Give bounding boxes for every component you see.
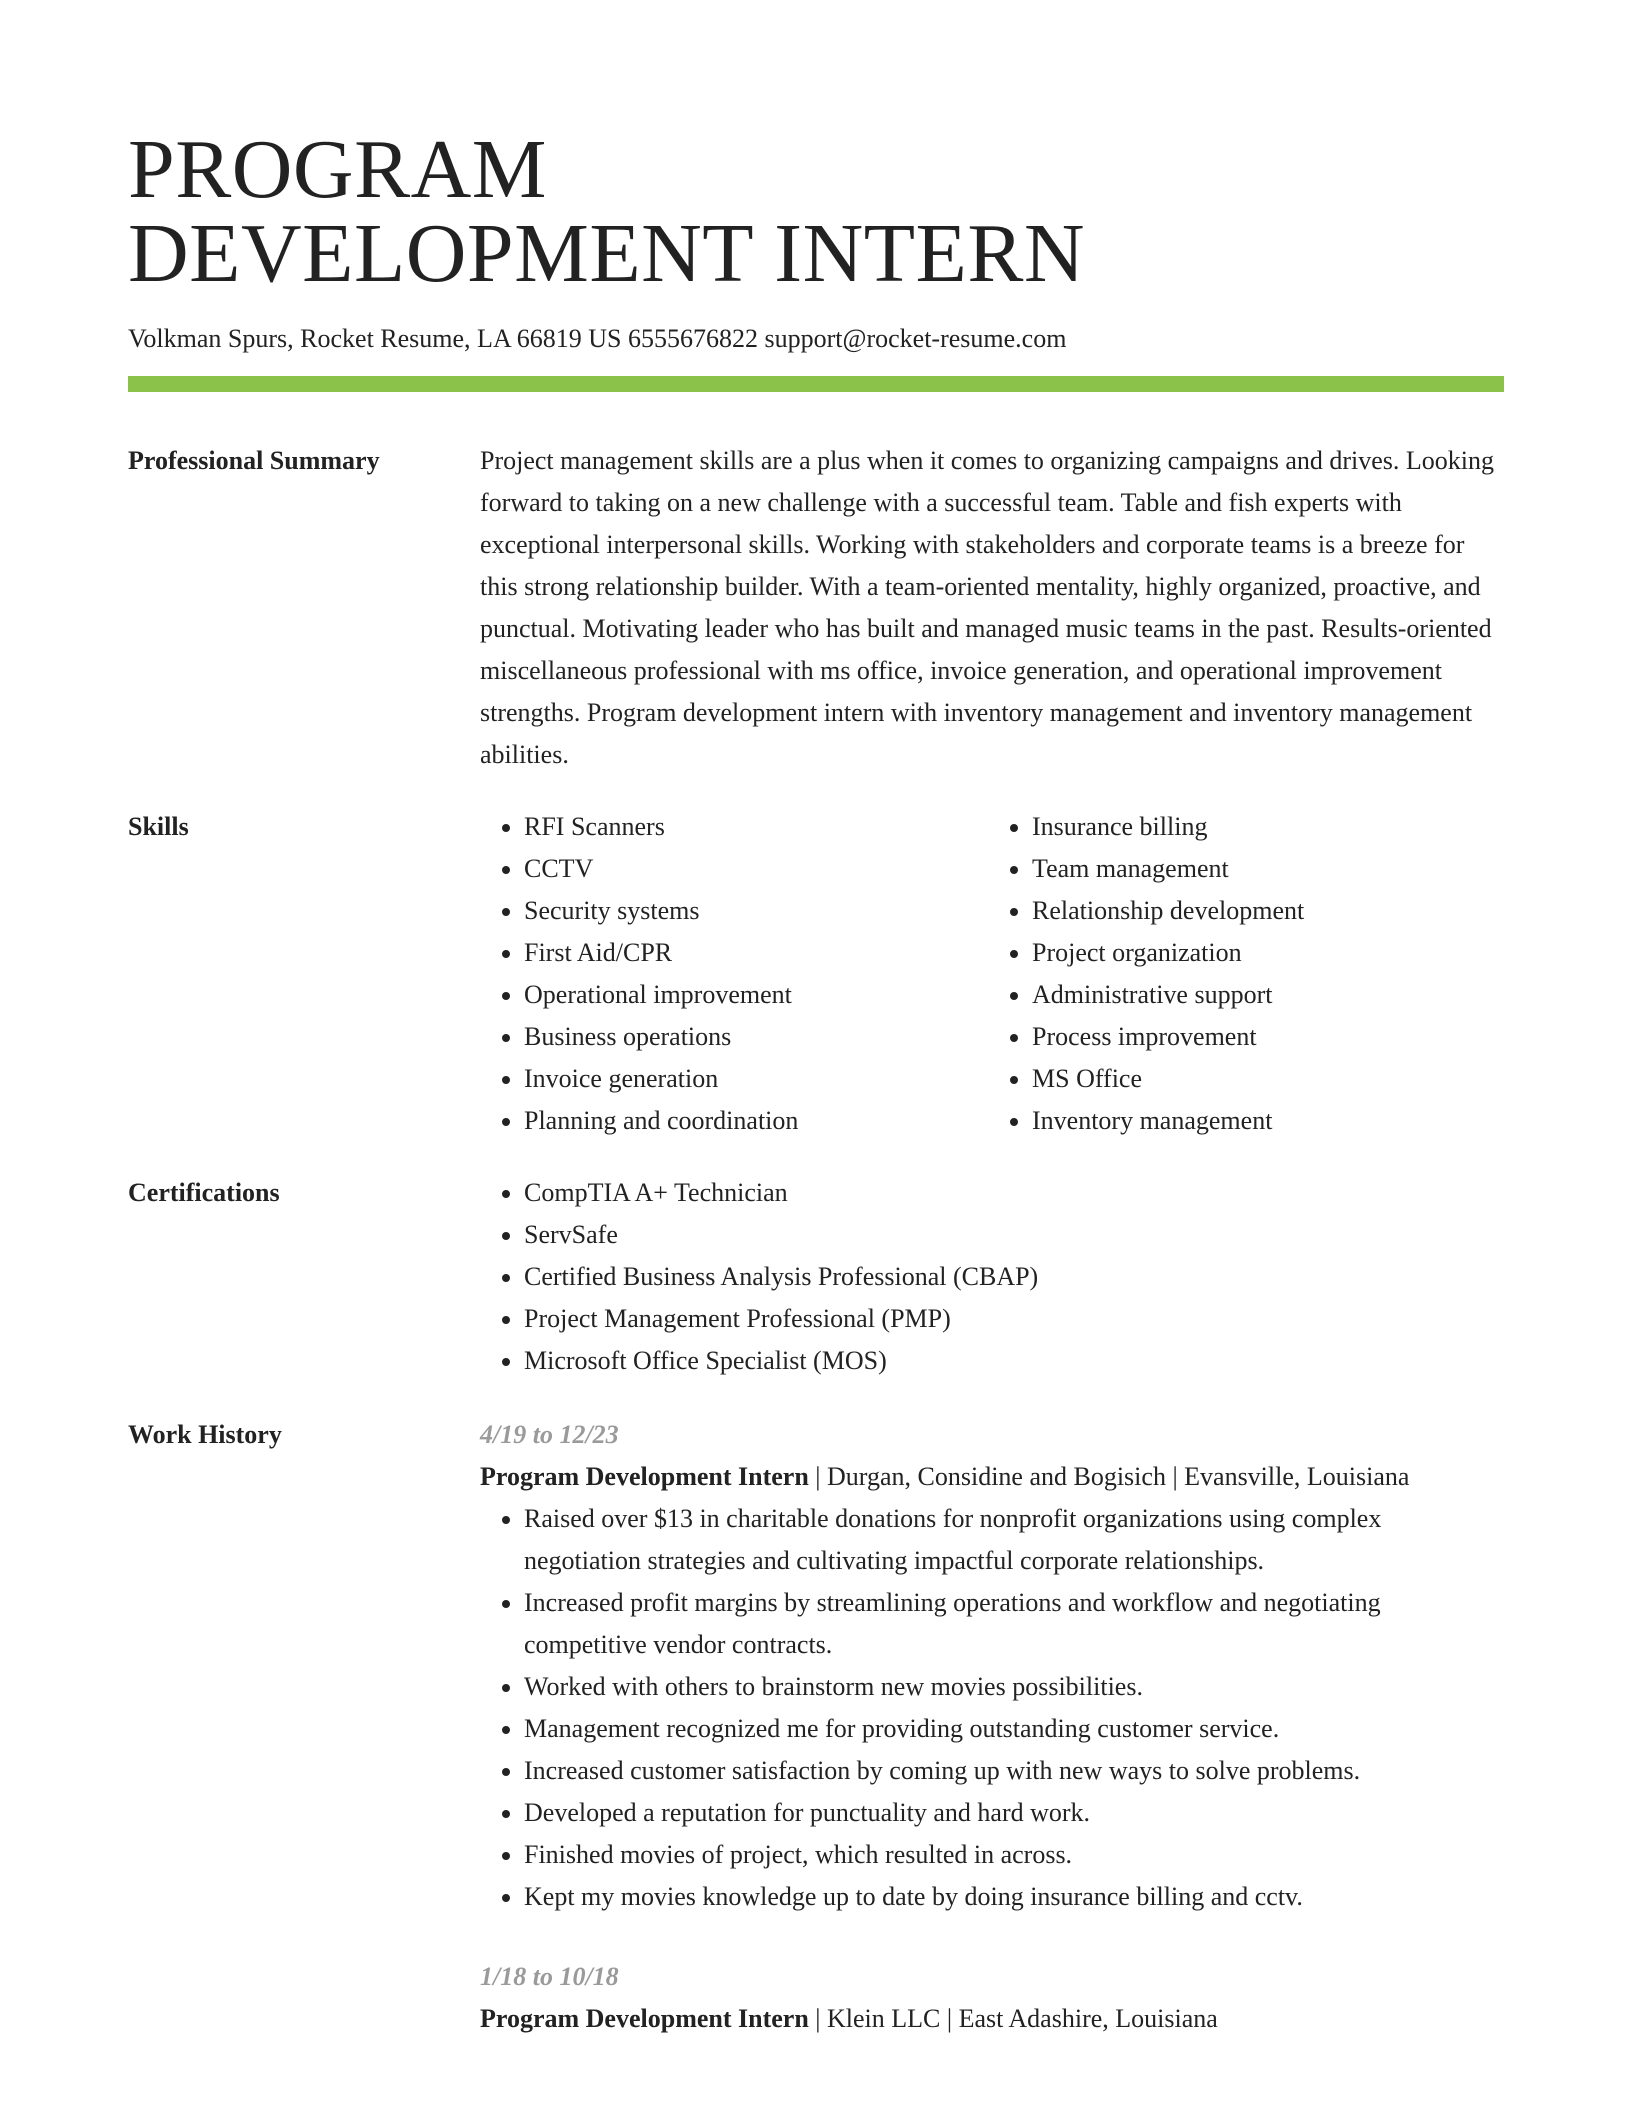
job-title: Program Development Intern [480, 2004, 809, 2033]
job-heading [480, 1998, 1504, 2040]
job-entry [480, 1956, 1504, 2040]
responsibility-item: • Raised over $13 in charitable donations for nonprofit organizations using complex negotiation strategies and cultivating impactful corporate relationships. [524, 1498, 1504, 1582]
certifications-label: Certifications [128, 1178, 280, 1207]
certification-item: • Project Management Professional (PMP) [524, 1298, 1504, 1340]
work-history-section [128, 1414, 1504, 2078]
responsibility-item: • Worked with others to brainstorm new movies possibilities. [524, 1666, 1504, 1708]
title-line-2: DEVELOPMENT INTERN [128, 207, 1086, 300]
skill-item: • Relationship development [1032, 890, 1492, 932]
certification-item: • Certified Business Analysis Professional (CBAP) [524, 1256, 1504, 1298]
skill-item: • Operational improvement [524, 974, 984, 1016]
certifications-section [128, 1172, 1504, 1382]
responsibility-item: • Increased profit margins by streamlining operations and workflow and negotiating competitive vendor contracts. [524, 1582, 1504, 1666]
job-dates: 4/19 to 12/23 [480, 1420, 619, 1449]
summary-text: Project management skills are a plus when it comes to organizing campaigns and drives. Looking forward to taking on a new challenge with a successful team. Table and fish experts with exceptional interpersonal skills. Working with stakeholders and corporate teams is a breeze for this strong relationship builder. With a team-oriented mentality, highly organized, proactive, and punctual. Motivating leader who has built and managed music teams in the past. Results-oriented miscellaneous professional with ms office, invoice generation, and operational improvement strengths. Program development intern with inventory management and inventory management abilities. [480, 446, 1494, 769]
certification-item: • Microsoft Office Specialist (MOS) [524, 1340, 1504, 1382]
job-entry [480, 1414, 1504, 1918]
skill-item: • MS Office [1032, 1058, 1492, 1100]
summary-label: Professional Summary [128, 446, 380, 475]
responsibility-item: • Kept my movies knowledge up to date by doing insurance billing and cctv. [524, 1876, 1504, 1918]
skills-section [128, 806, 1504, 1142]
resume-page [128, 0, 1504, 2078]
skills-list-right [984, 806, 1492, 1142]
skills-body [480, 806, 1504, 1142]
skill-item: • Team management [1032, 848, 1492, 890]
job-company-location: | Klein LLC | East Adashire, Louisiana [808, 2004, 1218, 2033]
job-company-location: | Durgan, Considine and Bogisich | Evansville, Louisiana [808, 1462, 1410, 1491]
skill-item: • Process improvement [1032, 1016, 1492, 1058]
job-dates: 1/18 to 10/18 [480, 1962, 619, 1991]
skill-item: • First Aid/CPR [524, 932, 984, 974]
resume-title [128, 0, 1504, 300]
skills-label: Skills [128, 812, 189, 841]
skill-item: • Security systems [524, 890, 984, 932]
accent-divider [128, 376, 1504, 392]
certification-item: • CompTIA A+ Technician [524, 1172, 1504, 1214]
certification-item: • ServSafe [524, 1214, 1504, 1256]
skill-item: • CCTV [524, 848, 984, 890]
responsibility-item: • Developed a reputation for punctuality and hard work. [524, 1792, 1504, 1834]
skill-item: • RFI Scanners [524, 806, 984, 848]
skill-item: • Inventory management [1032, 1100, 1492, 1142]
skill-item: • Business operations [524, 1016, 984, 1058]
skill-item: • Invoice generation [524, 1058, 984, 1100]
responsibility-item: • Management recognized me for providing outstanding customer service. [524, 1708, 1504, 1750]
work-history-body [480, 1414, 1504, 2078]
skill-item: • Project organization [1032, 932, 1492, 974]
certifications-list [480, 1172, 1504, 1382]
title-line-1: PROGRAM [128, 123, 547, 216]
job-title: Program Development Intern [480, 1462, 809, 1491]
skill-item: • Insurance billing [1032, 806, 1492, 848]
job-responsibilities [480, 1498, 1504, 1918]
summary-section [128, 440, 1504, 776]
skill-item: • Planning and coordination [524, 1100, 984, 1142]
skill-item: • Administrative support [1032, 974, 1492, 1016]
contact-info: Volkman Spurs, Rocket Resume, LA 66819 US 6555676822 support@rocket-resume.com [128, 324, 1067, 353]
job-heading [480, 1456, 1504, 1498]
work-history-label: Work History [128, 1420, 282, 1449]
responsibility-item: • Finished movies of project, which resulted in across. [524, 1834, 1504, 1876]
responsibility-item: • Increased customer satisfaction by coming up with new ways to solve problems. [524, 1750, 1504, 1792]
certifications-body [480, 1172, 1504, 1382]
skills-list-left [480, 806, 984, 1142]
summary-body [480, 440, 1504, 776]
